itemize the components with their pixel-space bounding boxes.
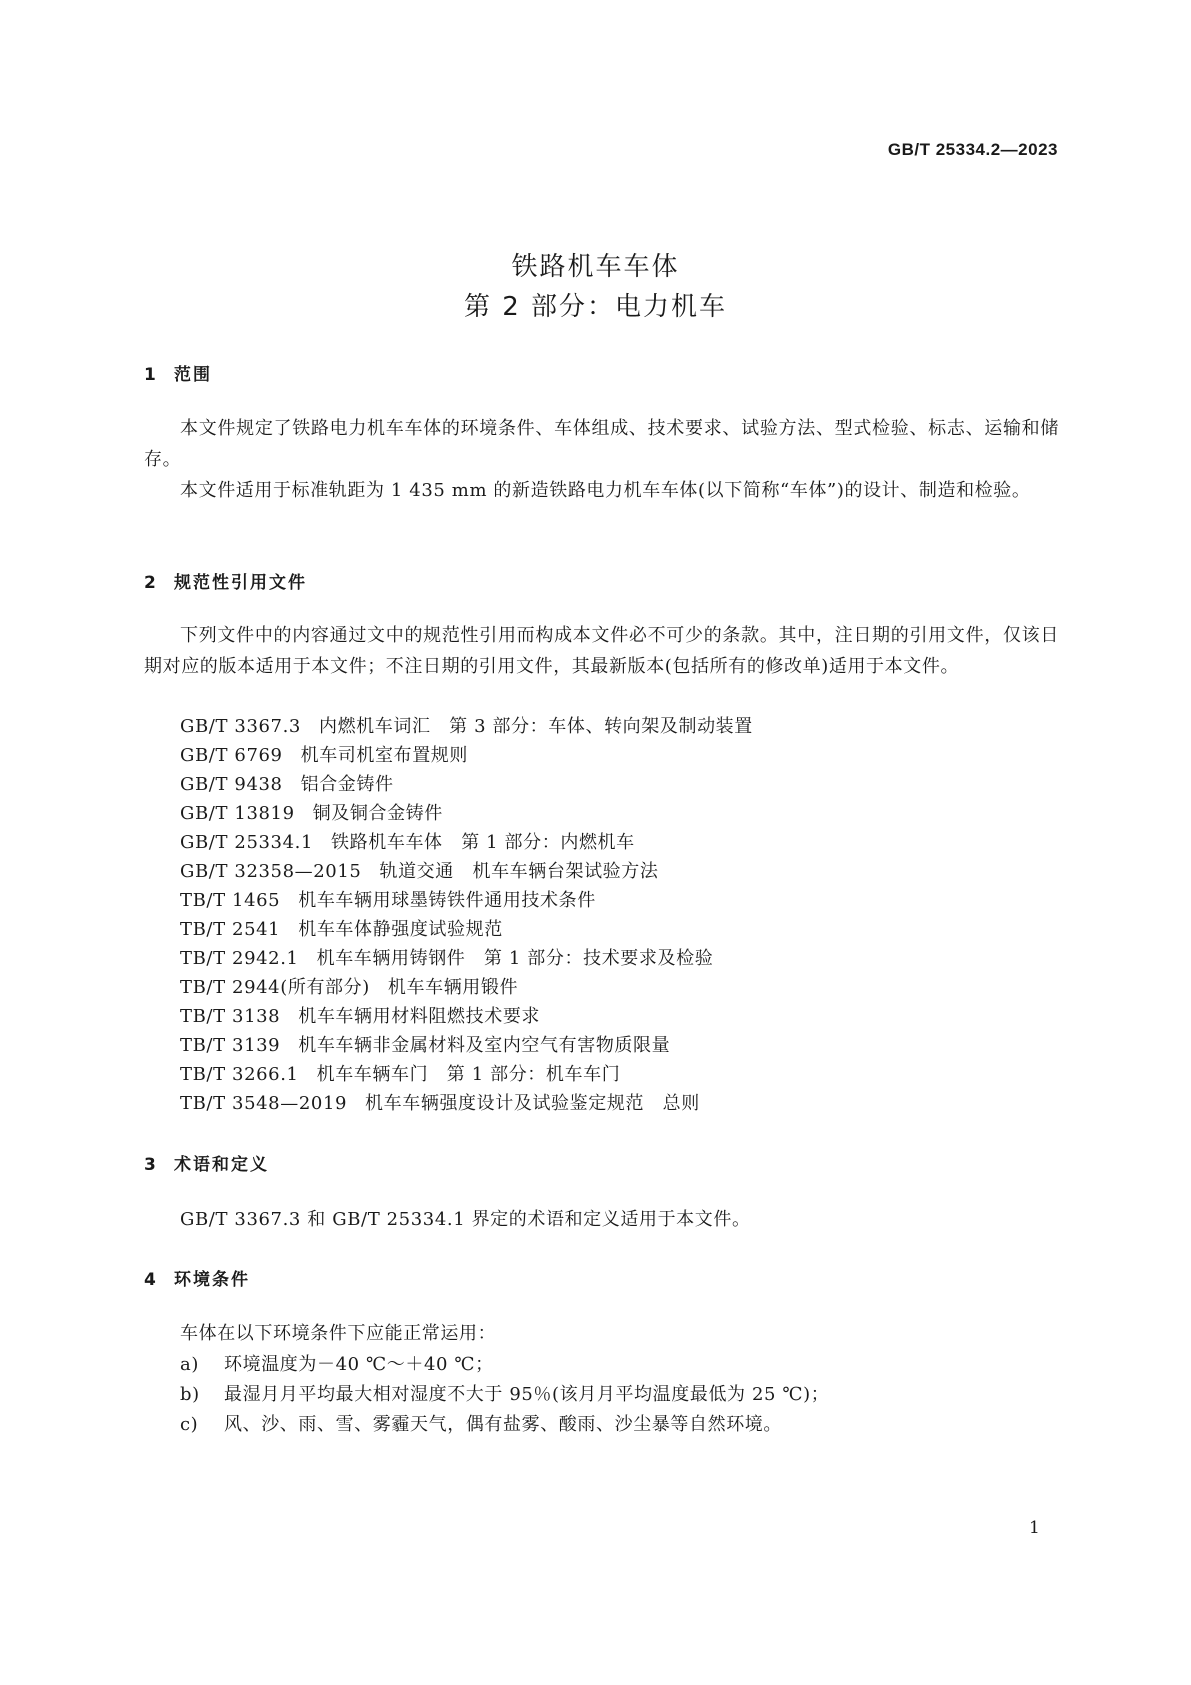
section-heading-normative-references	[144, 568, 307, 593]
section-title: 规范性引用文件	[174, 573, 307, 593]
reference-item	[180, 1031, 670, 1057]
section-number: 2	[144, 573, 156, 593]
reference-title: 机车车辆用铸钢件 第 1 部分：技术要求及检验	[316, 948, 714, 969]
reference-title: 机车车辆强度设计及试验鉴定规范 总则	[365, 1093, 700, 1114]
list-item-label: b)	[180, 1384, 200, 1405]
reference-code: TB/T 3139	[180, 1035, 281, 1056]
reference-item	[180, 712, 753, 738]
reference-title: 机车车辆非金属材料及室内空气有害物质限量	[298, 1035, 671, 1056]
reference-code: TB/T 2541	[180, 919, 281, 940]
reference-code: TB/T 2942.1	[180, 948, 299, 969]
reference-title: 机车司机室布置规则	[300, 745, 469, 766]
reference-item	[180, 828, 635, 854]
section-title: 环境条件	[174, 1270, 250, 1290]
reference-code: GB/T 9438	[180, 774, 283, 795]
standard-number: GB/T 25334.2—2023	[887, 140, 1058, 159]
reference-title: 机车车辆用锻件	[387, 977, 519, 998]
reference-item	[180, 1002, 540, 1028]
paragraph: 车体在以下环境条件下应能正常运用：	[180, 1323, 497, 1344]
reference-item	[180, 799, 443, 825]
section-heading-environmental-conditions	[144, 1265, 250, 1290]
reference-title: 铁路机车车体 第 1 部分：内燃机车	[331, 832, 635, 853]
paragraph: 本文件规定了铁路电力机车车体的环境条件、车体组成、技术要求、试验方法、型式检验、标志、运输和储存。	[144, 418, 1059, 470]
reference-item	[180, 1060, 620, 1086]
list-item	[180, 1350, 494, 1376]
list-item-text: 风、沙、雨、雪、雾霾天气，偶有盐雾、酸雨、沙尘暴等自然环境。	[224, 1414, 782, 1435]
list-item-text: 环境温度为－40 ℃～＋40 ℃；	[224, 1354, 494, 1375]
paragraph: 下列文件中的内容通过文中的规范性引用而构成本文件必不可少的条款。其中，注日期的引用文件，仅该日期对应的版本适用于本文件；不注日期的引用文件，其最新版本(包括所有的修改单)适用于本文件。	[144, 625, 1059, 677]
reference-title: 铝合金铸件	[300, 774, 394, 795]
reference-code: TB/T 2944(所有部分)	[180, 977, 370, 998]
section-number: 3	[144, 1155, 156, 1175]
reference-code: TB/T 3548—2019	[180, 1093, 348, 1114]
paragraph: 本文件适用于标准轨距为 1 435 mm 的新造铁路电力机车车体(以下简称“车体”)的设计、制造和检验。	[180, 480, 1031, 501]
page-number: 1	[1029, 1518, 1040, 1538]
reference-code: GB/T 13819	[180, 803, 295, 824]
paragraph: GB/T 3367.3 和 GB/T 25334.1 界定的术语和定义适用于本文件。	[180, 1209, 751, 1230]
document-title-line2: 第 2 部分：电力机车	[463, 292, 728, 322]
reference-item	[180, 973, 518, 999]
section-number: 1	[144, 365, 156, 385]
section-number: 4	[144, 1270, 156, 1290]
reference-code: TB/T 1465	[180, 890, 281, 911]
section-title: 范围	[174, 365, 212, 385]
reference-title: 内燃机车词汇 第 3 部分：车体、转向架及制动装置	[318, 716, 753, 737]
reference-item	[180, 1089, 700, 1115]
list-item-text: 最湿月月平均最大相对湿度不大于 95％(该月月平均温度最低为 25 ℃)；	[224, 1384, 830, 1405]
reference-item	[180, 741, 468, 767]
document-title-line1: 铁路机车车体	[511, 252, 680, 282]
list-item-label: a)	[180, 1354, 199, 1375]
reference-title: 机车车体静强度试验规范	[298, 919, 503, 940]
list-item	[180, 1380, 829, 1406]
section-title: 术语和定义	[174, 1155, 269, 1175]
reference-code: GB/T 6769	[180, 745, 283, 766]
reference-title: 机车车辆用材料阻燃技术要求	[298, 1006, 541, 1027]
reference-code: GB/T 32358—2015	[180, 861, 362, 882]
reference-code: GB/T 3367.3	[180, 716, 301, 737]
reference-title: 铜及铜合金铸件	[312, 803, 443, 824]
reference-item	[180, 915, 503, 941]
reference-item	[180, 944, 713, 970]
reference-title: 机车车辆用球墨铸铁件通用技术条件	[298, 890, 596, 911]
section-heading-scope	[144, 360, 212, 385]
section-heading-terms-definitions	[144, 1150, 269, 1175]
reference-item	[180, 857, 658, 883]
reference-title: 机车车辆车门 第 1 部分：机车车门	[316, 1064, 621, 1085]
reference-item	[180, 886, 596, 912]
reference-code: TB/T 3266.1	[180, 1064, 299, 1085]
list-item-label: c)	[180, 1414, 199, 1435]
list-item	[180, 1410, 782, 1436]
reference-code: TB/T 3138	[180, 1006, 281, 1027]
reference-title: 轨道交通 机车车辆台架试验方法	[379, 861, 659, 882]
reference-code: GB/T 25334.1	[180, 832, 314, 853]
reference-item	[180, 770, 394, 796]
